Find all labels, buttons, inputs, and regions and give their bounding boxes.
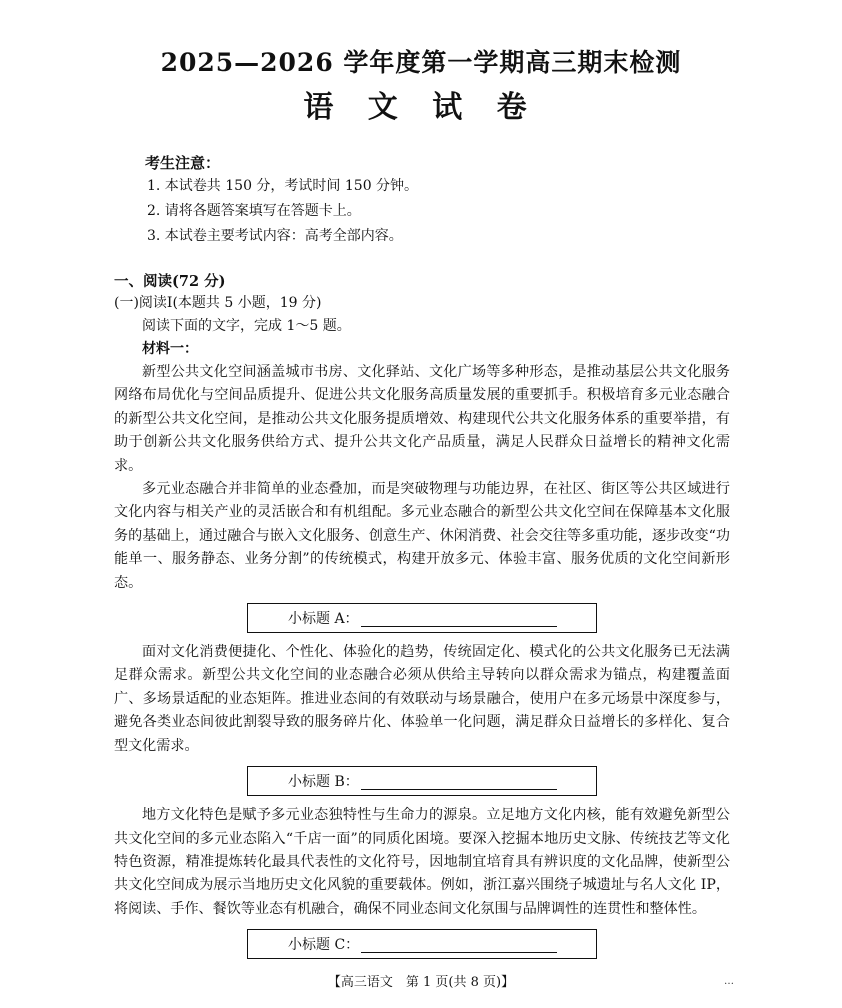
notice-title: 考生注意： <box>145 154 221 172</box>
material-label: 材料一： <box>142 341 198 357</box>
caption-blank-b <box>361 773 557 790</box>
exam-header <box>0 46 842 128</box>
notice-item: 3. 本试卷主要考试内容：高考全部内容。 <box>147 228 403 244</box>
paragraph: 多元业态融合并非简单的业态叠加，而是突破物理与功能边界，在社区、街区等公共区域进行文化内容与相关产业的灵活嵌合和有机组配。多元业态融合的新型公共文化空间在保障基本文化服务的基础上，通过融合与嵌入文化服务、创意生产、休闲消费、社会交往等多重功能，逐步改变“功能单一、服务静态、业务分割”的传统模式，构建开放多元、体验丰富、服务优质的文化空间新形态。 <box>114 481 730 591</box>
reading-instruction: 阅读下面的文字，完成 1～5 题。 <box>142 318 351 334</box>
caption-label-c: 小标题 C： <box>288 937 360 954</box>
footer-mark: … <box>724 976 734 987</box>
paragraph: 地方文化特色是赋予多元业态独特性与生命力的源泉。立足地方文化内核，能有效避免新型公共文化空间的多元业态陷入“千店一面”的同质化困境。要深入挖掘本地历史文脉、传统技艺等文化特色资源，精准提炼转化最具代表性的文化符号，因地制宜培育具有辨识度的文化品牌，使新型公共文化空间成为展示当地历史文化风貌的重要载体。例如，浙江嘉兴围绕子城遗址与名人文化 IP，将阅读、手作、餐饮等业态有机融合，确保不同业态间文化氛围与品牌调性的连贯性和整体性。 <box>114 807 730 917</box>
paragraph: 面对文化消费便捷化、个性化、体验化的趋势，传统固定化、模式化的公共文化服务已无法满足群众需求。新型公共文化空间的业态融合必须从供给主导转向以群众需求为锚点，构建覆盖面广、多场景适配的业态矩阵。推进业态间的有效联动与场景融合，使用户在多元场景中深度参与，避免各类业态间彼此割裂导致的服务碎片化、体验单一化问题，满足群众日益增长的多样化、复合型文化需求。 <box>114 644 730 754</box>
section-subheading: (一)阅读Ⅰ(本题共 5 小题，19 分) <box>114 295 322 311</box>
paragraph: 新型公共文化空间涵盖城市书房、文化驿站、文化广场等多种形态，是推动基层公共文化服务网络布局优化与空间品质提升、促进公共文化服务高质量发展的重要抓手。积极培育多元业态融合的新型公共文化空间，是推动公共文化服务提质增效、构建现代公共文化服务体系的重要举措，有助于创新公共文化服务供给方式、提升公共文化产品质量，满足人民群众日益增长的精神文化需求。 <box>114 364 730 474</box>
caption-box-c <box>247 929 597 959</box>
caption-label-a: 小标题 A： <box>288 611 359 628</box>
candidate-notice <box>145 152 745 249</box>
notice-item: 2. 请将各题答案填写在答题卡上。 <box>147 203 361 219</box>
exam-subtitle: 语 文 试 卷 <box>303 90 539 125</box>
caption-blank-a <box>361 610 557 627</box>
caption-label-b: 小标题 B： <box>288 774 359 791</box>
page-footer: 【高三语文 第 1 页(共 8 页)】 <box>327 975 515 990</box>
notice-item: 1. 本试卷共 150 分，考试时间 150 分钟。 <box>147 178 419 194</box>
section-heading: 一、阅读(72 分) <box>114 273 226 290</box>
caption-blank-c <box>361 936 557 953</box>
caption-box-b <box>247 766 597 796</box>
reading-section <box>114 271 730 967</box>
caption-box-a <box>247 603 597 633</box>
exam-title: 2025—2026 学年度第一学期高三期末检测 <box>160 48 682 77</box>
